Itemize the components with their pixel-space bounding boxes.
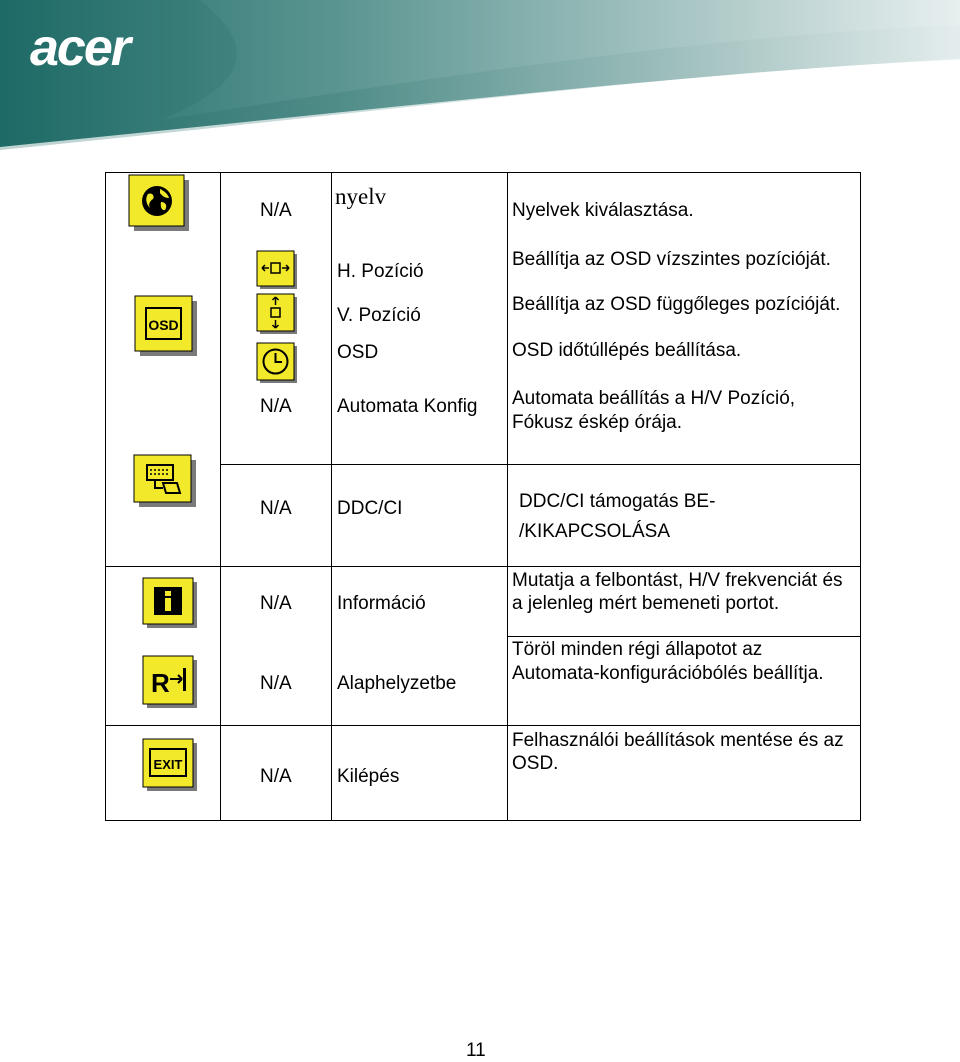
na-label: N/A	[260, 200, 292, 221]
na-label: N/A	[260, 396, 292, 417]
exit-icon	[142, 738, 198, 792]
auto-config-description-line1: Automata beállítás a H/V Pozíció,	[512, 388, 796, 409]
reset-description-line2: Automata-konfigurációbólés beállítja.	[512, 663, 824, 684]
column-divider	[220, 172, 221, 821]
osd-timeout-description: OSD időtúllépés beállítása.	[512, 340, 742, 361]
exit-name: Kilépés	[337, 766, 400, 787]
information-description-line2: a jelenleg mért bemeneti portot.	[512, 593, 780, 614]
h-position-description: Beállítja az OSD vízszintes pozícióját.	[512, 249, 831, 270]
na-label: N/A	[260, 766, 292, 787]
osd-timeout-name: OSD	[337, 342, 379, 363]
row-divider	[220, 464, 861, 465]
information-description-line1: Mutatja a felbontást, H/V frekvenciát és	[512, 570, 843, 591]
ddc-ci-name: DDC/CI	[337, 498, 403, 519]
header-swoosh	[0, 0, 960, 160]
svg-text:EXIT: EXIT	[153, 757, 183, 772]
vertical-position-icon	[256, 293, 298, 335]
exit-description-line2: OSD.	[512, 753, 559, 774]
header-banner	[0, 0, 960, 160]
column-divider	[331, 172, 332, 821]
v-position-description: Beállítja az OSD függőleges pozícióját.	[512, 294, 841, 315]
row-divider	[507, 636, 861, 637]
info-icon	[142, 577, 198, 629]
horizontal-position-icon	[256, 250, 298, 290]
language-name: nyelv	[335, 184, 387, 209]
svg-text:R: R	[151, 668, 170, 698]
exit-description-line1: Felhasználói beállítások mentése és az	[512, 730, 844, 751]
row-divider	[105, 566, 861, 567]
reset-name: Alaphelyzetbe	[337, 673, 457, 694]
na-label: N/A	[260, 593, 292, 614]
ddc-ci-description-line2: /KIKAPCSOLÁSA	[519, 521, 671, 542]
ddc-ci-icon	[133, 454, 197, 508]
v-position-name: V. Pozíció	[337, 305, 421, 326]
clock-icon	[256, 342, 298, 384]
row-divider	[105, 725, 861, 726]
svg-text:OSD: OSD	[148, 317, 179, 333]
acer-logo: acer	[30, 19, 129, 77]
osd-icon	[134, 295, 198, 357]
h-position-name: H. Pozíció	[337, 261, 424, 282]
page-number: 11	[466, 1040, 486, 1061]
information-name: Információ	[337, 593, 426, 614]
globe-icon	[128, 174, 190, 232]
auto-config-name: Automata Konfig	[337, 396, 478, 417]
na-label: N/A	[260, 498, 292, 519]
column-divider	[507, 172, 508, 821]
reset-description-line1: Töröl minden régi állapotot az	[512, 639, 763, 660]
ddc-ci-description-line1: DDC/CI támogatás BE-	[519, 491, 716, 512]
auto-config-description-line2: Fókusz éskép órája.	[512, 412, 683, 433]
language-description: Nyelvek kiválasztása.	[512, 200, 694, 221]
na-label: N/A	[260, 673, 292, 694]
reset-icon	[142, 655, 198, 709]
